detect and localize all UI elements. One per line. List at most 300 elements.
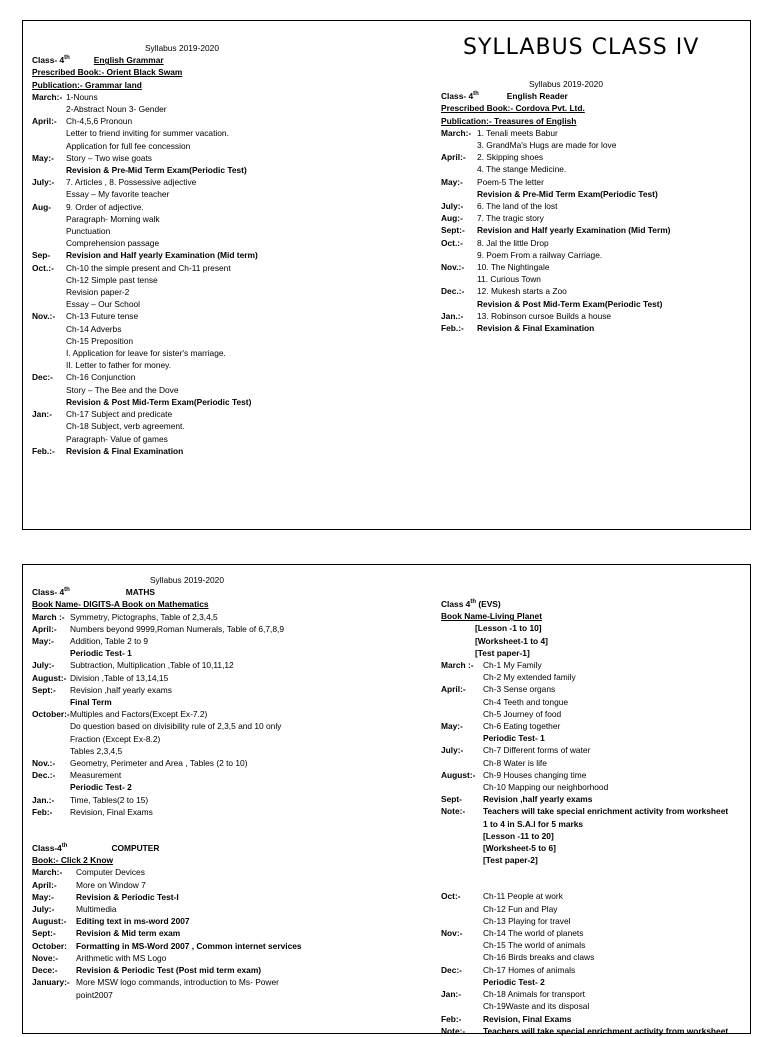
month-label (32, 433, 66, 445)
schedule-row (32, 335, 412, 347)
scope-line: [Worksheet-1 to 4] (475, 635, 548, 646)
topic-text: Ch-11 People at work (483, 891, 563, 902)
month-label (441, 249, 477, 261)
schedule-row (32, 769, 422, 781)
topic-text: Revision ,half yearly exams (483, 794, 593, 805)
schedule-row (441, 322, 741, 334)
schedule-list (32, 611, 422, 818)
topic-text: Ch-4 Teeth and tongue (483, 696, 569, 707)
schedule-row (32, 91, 412, 103)
month-label (32, 647, 70, 659)
month-label (441, 1000, 483, 1012)
month-label: July:- (32, 177, 55, 188)
topic-text: Essay – My favorite teacher (66, 189, 170, 200)
schedule-row (32, 359, 412, 371)
month-label (32, 103, 66, 115)
month-label: Oct.:- (32, 262, 54, 273)
schedule-row (32, 672, 422, 684)
class-line (32, 586, 422, 598)
month-label (32, 335, 66, 347)
topic-text: Comprehension passage (66, 238, 160, 249)
topic-text: 9. Poem From a railway Carriage. (477, 249, 603, 260)
topic-text: Revision & Periodic Test-I (76, 891, 179, 902)
schedule-row (441, 310, 741, 322)
month-label (441, 903, 483, 915)
schedule-row (32, 433, 412, 445)
topic-text: Ch-10 the simple present and Ch-11 present (66, 262, 231, 273)
schedule-row (441, 757, 746, 769)
topic-text: Geometry, Perimeter and Area , Tables (2 to 10) (70, 758, 248, 769)
month-label (441, 818, 483, 830)
topic-text: 8. Jal the little Drop (477, 237, 549, 248)
schedule-row (441, 188, 741, 200)
topic-text: Division ,Table of 13,14,15 (70, 672, 169, 683)
publication: Publication:- Grammar land (32, 79, 142, 90)
schedule-row (32, 249, 412, 261)
schedule-row (441, 671, 746, 683)
topic-text: Numbers beyond 9999,Roman Numerals, Table of 6,7,8,9 (70, 623, 284, 634)
english-grammar-section (32, 42, 412, 457)
schedule-row (441, 285, 741, 297)
month-label: Nov.:- (32, 311, 56, 322)
topic-text: Ch-16 Birds breaks and claws (483, 952, 595, 963)
class-label: Class- 4th (32, 55, 70, 66)
topic-text: point2007 (76, 989, 113, 1000)
schedule-row (441, 298, 741, 310)
evs-section (441, 598, 746, 1037)
schedule-row (441, 732, 746, 744)
schedule-row (441, 151, 741, 163)
topic-text: Paragraph- Morning walk (66, 213, 160, 224)
month-label (441, 708, 483, 720)
schedule-row (32, 891, 422, 903)
schedule-row (441, 1000, 746, 1012)
schedule-row (441, 939, 746, 951)
schedule-row (441, 139, 741, 151)
month-label: Dec.:- (441, 286, 465, 297)
schedule-row (441, 200, 741, 212)
schedule-row (441, 176, 741, 188)
topic-text: More on Window 7 (76, 879, 146, 890)
schedule-row (32, 684, 422, 696)
schedule-row (32, 286, 412, 298)
month-label (441, 139, 477, 151)
month-label: April:- (441, 684, 466, 695)
month-label (32, 720, 70, 732)
topic-text: Time, Tables(2 to 15) (70, 794, 149, 805)
month-label: Dec:- (32, 372, 53, 383)
schedule-row (32, 647, 422, 659)
month-label (32, 781, 70, 793)
topic-text: Tables 2,3,4,5 (70, 745, 123, 756)
topic-text: Revision, Final Exams (483, 1013, 572, 1024)
month-label: Sept:- (441, 225, 465, 236)
schedule-row (32, 298, 412, 310)
schedule-row (441, 249, 741, 261)
topic-text: Multiples and Factors(Except Ex-7.2) (70, 709, 208, 720)
schedule-row (32, 757, 422, 769)
schedule-row (32, 781, 422, 793)
schedule-row (32, 237, 412, 249)
month-label: March :- (32, 611, 65, 622)
month-label (441, 696, 483, 708)
topic-text: Revision, Final Exams (70, 806, 153, 817)
month-label (32, 745, 70, 757)
class-label: Class-4th (32, 843, 68, 854)
schedule-row (441, 818, 746, 830)
schedule-row (32, 176, 412, 188)
topic-text: Revision & Post Mid-Term Exam(Periodic Test) (66, 396, 252, 407)
class-line (32, 842, 422, 854)
book-name: Book Name- DIGITS-A Book on Mathematics (32, 599, 209, 610)
topic-text: Revision and Half yearly Examination (Mid term) (66, 250, 258, 261)
schedule-row (32, 720, 422, 732)
topic-text: Ch-8 Water is life (483, 757, 547, 768)
topic-text: Punctuation (66, 226, 111, 237)
month-label (32, 298, 66, 310)
month-label: Aug- (32, 201, 52, 212)
topic-text: Revision paper-2 (66, 287, 130, 298)
schedule-row (441, 127, 741, 139)
topic-text: 11. Curious Town (477, 274, 541, 285)
schedule-list (32, 866, 422, 1000)
month-label (32, 420, 66, 432)
topic-text: Ch-12 Fun and Play (483, 903, 558, 914)
month-label: May:- (32, 152, 54, 163)
topic-text: Ch-14 The world of planets (483, 928, 584, 939)
month-label (32, 286, 66, 298)
schedule-row (441, 793, 746, 805)
schedule-row (441, 708, 746, 720)
subject-title: MATHS (125, 587, 155, 598)
schedule-row (32, 127, 412, 139)
schedule-row (441, 976, 746, 988)
schedule-row (441, 212, 741, 224)
topic-text: Arithmetic with MS Logo (76, 952, 167, 963)
schedule-row (32, 408, 412, 420)
month-label: Nove:- (32, 952, 59, 963)
topic-text: Ch-15 Preposition (66, 335, 134, 346)
topic-text: Ch-19Waste and its disposal (483, 1001, 590, 1012)
computer-section (32, 842, 422, 1001)
schedule-row (32, 310, 412, 322)
topic-text: Revision & Pre-Mid Term Exam(Periodic Test) (477, 188, 658, 199)
month-label (32, 396, 66, 408)
schedule-row (32, 152, 412, 164)
topic-text: Symmetry, Pictographs, Table of 2,3,4,5 (70, 611, 218, 622)
prescribed-book: Prescribed Book:- Cordova Pvt. Ltd. (441, 103, 585, 114)
scope-line: [Worksheet-5 to 6] (483, 843, 556, 854)
topic-text: Revision & Post Mid-Term Exam(Periodic Test) (477, 298, 663, 309)
schedule-row (32, 384, 412, 396)
schedule-row (441, 659, 746, 671)
subject-title: English Grammar (93, 55, 164, 66)
month-label: March :- (441, 660, 474, 671)
topic-text: Ch-16 Conjunction (66, 372, 136, 383)
topic-text: Final Term (70, 697, 112, 708)
schedule-row (32, 371, 412, 383)
month-label: July:- (441, 201, 464, 212)
topic-text: Poem-5 The letter (477, 176, 544, 187)
topic-text: 2. Skipping shoes (477, 152, 544, 163)
topic-text: Ch-13 Playing for travel (483, 915, 571, 926)
topic-text: Teachers will take special enrichment activity from worksheet (483, 1025, 729, 1036)
schedule-row (32, 164, 412, 176)
topic-text: Ch-18 Animals for transport (483, 989, 585, 1000)
month-label: July:- (32, 660, 55, 671)
schedule-list (32, 91, 412, 457)
schedule-list (441, 890, 746, 1036)
month-label: Nov.:- (32, 758, 56, 769)
month-label: Dece:- (32, 965, 58, 976)
topic-text: Ch-12 Simple past tense (66, 274, 158, 285)
class-line (441, 90, 741, 102)
month-label: August:- (441, 769, 476, 780)
schedule-row (32, 952, 422, 964)
month-label (32, 164, 66, 176)
topic-text: Ch-1 My Family (483, 660, 542, 671)
schedule-row (32, 623, 422, 635)
schedule-row (441, 1025, 746, 1037)
topic-text: Revision & Final Examination (66, 445, 184, 456)
schedule-row (32, 225, 412, 237)
schedule-row (32, 708, 422, 720)
schedule-row (32, 103, 412, 115)
topic-text: Fraction (Except Ex-8.2) (70, 733, 161, 744)
schedule-row (32, 903, 422, 915)
schedule-row (441, 163, 741, 175)
class-line (32, 54, 412, 66)
topic-text: Addition, Table 2 to 9 (70, 636, 149, 647)
syllabus-year: Syllabus 2019-2020 (144, 43, 220, 53)
schedule-row (32, 262, 412, 274)
schedule-row (32, 976, 422, 988)
topic-text: Ch-14 Adverbs (66, 323, 122, 334)
month-label (32, 733, 70, 745)
month-label: Jan.:- (441, 310, 464, 321)
schedule-row (32, 659, 422, 671)
month-label: April:- (441, 152, 466, 163)
topic-text: Story – The Bee and the Dove (66, 384, 179, 395)
schedule-row (441, 261, 741, 273)
month-label (32, 127, 66, 139)
topic-text: Ch-3 Sense organs (483, 684, 556, 695)
schedule-row (441, 964, 746, 976)
topic-text: Editing text in ms-word 2007 (76, 916, 190, 927)
topic-text: Story – Two wise goats (66, 152, 152, 163)
month-label (441, 915, 483, 927)
topic-text: Ch-6 Eating together (483, 721, 561, 732)
topic-text: Essay – Our School (66, 299, 141, 310)
month-label: March:- (32, 91, 63, 102)
topic-text: Ch-9 Houses changing time (483, 769, 587, 780)
topic-text: Application for full fee concession (66, 140, 191, 151)
topic-text: Ch-10 Mapping our neighborhood (483, 782, 609, 793)
topic-text: II. Letter to father for money. (66, 360, 172, 371)
topic-text: Ch-2 My extended family (483, 672, 576, 683)
schedule-row (32, 940, 422, 952)
topic-text: Teachers will take special enrichment activity from worksheet (483, 806, 729, 817)
month-label (441, 273, 477, 285)
schedule-row (32, 915, 422, 927)
schedule-row (32, 879, 422, 891)
month-label (441, 163, 477, 175)
month-label: July:- (32, 904, 55, 915)
schedule-row (32, 866, 422, 878)
schedule-row (32, 611, 422, 623)
schedule-row (32, 806, 422, 818)
month-label: Oct:- (441, 891, 461, 902)
topic-text: Ch-5 Journey of food (483, 708, 562, 719)
month-label: Note:- (441, 806, 466, 817)
topic-text: 9. Order of adjective. (66, 201, 144, 212)
month-label (32, 225, 66, 237)
class-label: Class- 4th (441, 91, 479, 102)
month-label: March:- (441, 127, 472, 138)
month-label (441, 951, 483, 963)
topic-text: Letter to friend inviting for summer vacation. (66, 128, 229, 139)
scope-line: [Lesson -11 to 20] (483, 830, 554, 841)
month-label: Nov:- (441, 928, 463, 939)
schedule-row (32, 733, 422, 745)
month-label: May:- (32, 891, 54, 902)
month-label (32, 359, 66, 371)
schedule-row (441, 903, 746, 915)
topic-text: 10. The Nightingale (477, 262, 550, 273)
month-label (441, 781, 483, 793)
book-name: Book:- Click 2 Know (32, 855, 113, 866)
schedule-row (32, 115, 412, 127)
class-label: Class- 4th (32, 587, 70, 598)
month-label (441, 732, 483, 744)
topic-text: 6. The land of the lost (477, 201, 558, 212)
subject-title: English Reader (506, 91, 568, 102)
month-label (32, 384, 66, 396)
topic-text: 7. Articles , 8. Possessive adjective (66, 177, 197, 188)
month-label: April:- (32, 623, 57, 634)
topic-text: Paragraph- Value of games (66, 433, 168, 444)
schedule-row (441, 988, 746, 1000)
month-label: Feb.:- (32, 445, 55, 456)
schedule-row (441, 273, 741, 285)
schedule-row (32, 794, 422, 806)
month-label: Sept:- (32, 928, 56, 939)
schedule-row (32, 745, 422, 757)
topic-text: Subtraction, Multiplication ,Table of 10,11,12 (70, 660, 234, 671)
schedule-row (441, 683, 746, 695)
schedule-row (32, 445, 412, 457)
month-label (32, 696, 70, 708)
topic-text: Revision & Final Examination (477, 323, 595, 334)
month-label (441, 976, 483, 988)
month-label: April:- (32, 879, 57, 890)
topic-text: Ch-17 Subject and predicate (66, 409, 173, 420)
topic-text: Ch-18 Subject, verb agreement. (66, 421, 185, 432)
schedule-row (32, 989, 422, 1001)
month-label: October:- (32, 709, 70, 720)
topic-text: Revision & Periodic Test (Post mid term exam) (76, 965, 262, 976)
schedule-row (32, 420, 412, 432)
month-label (32, 323, 66, 335)
month-label: Feb:- (32, 806, 53, 817)
topic-text: Revision ,half yearly exams (70, 684, 172, 695)
topic-text: Revision and Half yearly Examination (Mid Term) (477, 225, 671, 236)
month-label (32, 347, 66, 359)
scope-line: [Lesson -1 to 10] (475, 623, 542, 634)
month-label: Jan:- (441, 989, 462, 1000)
schedule-row (441, 224, 741, 236)
schedule-row (32, 635, 422, 647)
scope-line: [Test paper-2] (483, 855, 538, 866)
month-label (32, 213, 66, 225)
month-label (441, 188, 477, 200)
month-label: Sept- (441, 794, 462, 805)
month-label: July:- (441, 745, 464, 756)
schedule-row (441, 927, 746, 939)
schedule-row (441, 951, 746, 963)
month-label: Jan:- (32, 409, 53, 420)
schedule-row (441, 744, 746, 756)
schedule-list (441, 127, 741, 334)
topic-text: 1-Nouns (66, 91, 98, 102)
month-label (32, 237, 66, 249)
topic-text: 13. Robinson cursoe Builds a house (477, 310, 612, 321)
month-label: Feb.:- (441, 323, 464, 334)
prescribed-book: Prescribed Book:- Orient Black Swam (32, 67, 183, 78)
schedule-row (441, 781, 746, 793)
topic-text: Revision & Pre-Mid Term Exam(Periodic Test) (66, 165, 247, 176)
topic-text: Measurement (70, 770, 122, 781)
month-label: March:- (32, 867, 63, 878)
month-label: Dec.:- (32, 770, 56, 781)
topic-text: Multimedia (76, 904, 117, 915)
topic-text: Revision & Mid term exam (76, 928, 181, 939)
month-label (441, 298, 477, 310)
topic-text: Periodic Test- 2 (70, 782, 132, 793)
month-label: April:- (32, 116, 57, 127)
month-label: August:- (32, 672, 67, 683)
month-label (32, 274, 66, 286)
publication: Publication:- Treasures of English (441, 115, 577, 126)
term-2-scope (483, 830, 746, 867)
schedule-list (441, 659, 746, 830)
term-1-scope (475, 622, 746, 659)
topic-text: 12. Mukesh starts a Zoo (477, 286, 567, 297)
schedule-row (32, 274, 412, 286)
syllabus-year: Syllabus 2019-2020 (149, 575, 225, 585)
month-label: Jan.:- (32, 794, 55, 805)
topic-text: 1 to 4 in S.A.I for 5 marks (483, 818, 584, 829)
schedule-row (441, 805, 746, 817)
month-label (32, 989, 76, 1001)
schedule-row (32, 396, 412, 408)
topic-text: 3. GrandMa's Hugs are made for love (477, 140, 617, 151)
month-label (441, 939, 483, 951)
month-label: May:- (441, 721, 463, 732)
topic-text: I. Application for leave for sister's marriage. (66, 348, 226, 359)
maths-section (32, 574, 422, 1001)
topic-text: Periodic Test- 1 (70, 648, 132, 659)
topic-text: 2-Abstract Noun 3- Gender (66, 104, 167, 115)
month-label (32, 188, 66, 200)
class-label: Class 4th (EVS) (441, 599, 501, 609)
month-label: May:- (441, 176, 463, 187)
month-label: Oct.:- (441, 237, 463, 248)
book-name: Book Name-Living Planet (441, 611, 542, 622)
topic-text: 1. Tenali meets Babur (477, 127, 558, 138)
month-label: Feb:- (441, 1013, 462, 1024)
month-label: Note:- (441, 1025, 466, 1036)
